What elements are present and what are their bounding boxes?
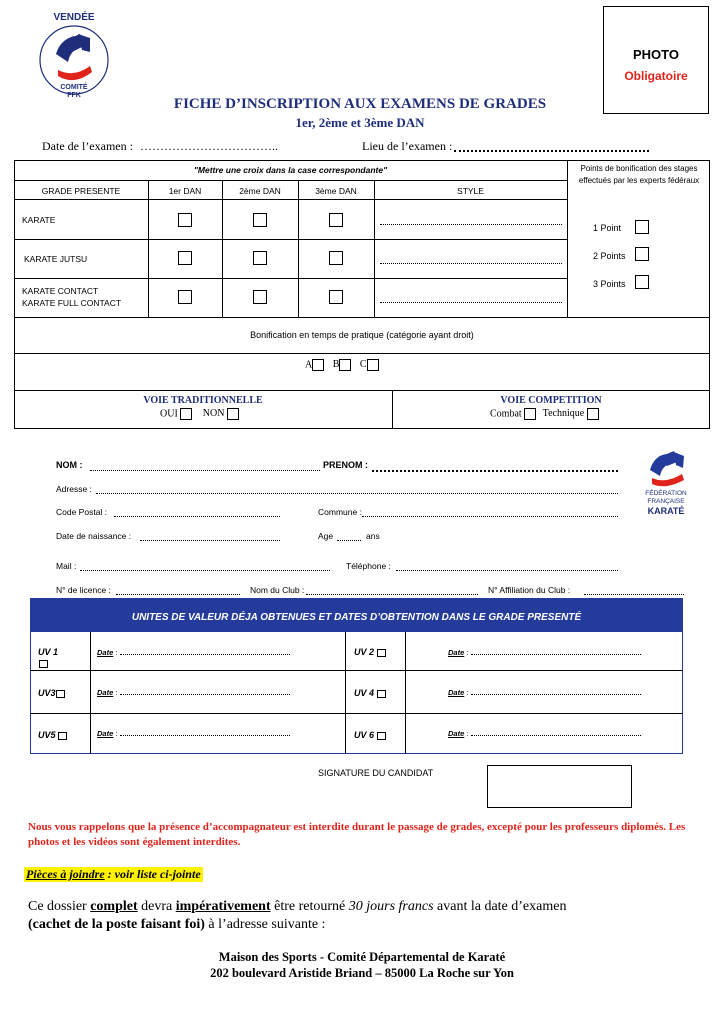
c-checkbox[interactable] [367,359,379,371]
uv6-label: UV 6 [354,730,386,740]
commune-field[interactable] [362,512,618,517]
points-label-1: 1 Point [593,223,622,233]
adresse-field[interactable] [96,489,618,494]
row-label: KARATE [22,215,56,225]
karate-1dan-checkbox[interactable] [178,213,192,227]
uv1-checkbox[interactable] [39,660,48,668]
uv-header: UNITES DE VALEUR DÉJA OBTENUES ET DATES D’OBTENTION DANS LE GRADE PRESENTÉ [30,598,683,632]
karate-2dan-checkbox[interactable] [253,213,267,227]
address-line-2: 202 boulevard Aristide Briand – 85000 La Roche sur Yon [210,966,514,980]
technique-checkbox[interactable] [587,408,599,420]
pieces-rest: : voir liste ci-jointe [104,867,201,881]
b-checkbox[interactable] [339,359,351,371]
photo-title: PHOTO [633,47,679,62]
naissance-label: Date de naissance : [56,531,132,541]
mail-field[interactable] [80,566,330,571]
point-2-checkbox[interactable] [635,247,649,261]
prenom-field[interactable] [372,466,618,472]
dossier-text: Ce dossier complet devra impérativement être retourné 30 jours francs avant la date d’examen (cachet de la poste faisant foi) à l’adresse suivante : [28,899,567,932]
non-label: NON [202,408,225,420]
uv2-date-field[interactable] [471,651,641,655]
combat-checkbox[interactable] [524,408,536,420]
col-grade-header: GRADE PRESENTE [41,186,121,196]
uv4-date: Date : [448,688,641,697]
comite-logo [34,12,114,104]
date-examen-field[interactable]: …………………………….. [140,139,278,153]
col-1-header: 1er DAN [168,186,202,196]
nom-label: NOM : [56,460,83,470]
jutsu-1dan-checkbox[interactable] [178,251,192,265]
row-label-2: KARATE FULL CONTACT [22,298,122,308]
pieces-label: Pièces à joindre [26,867,105,881]
uv6-date-field[interactable] [471,732,641,736]
uv6-checkbox[interactable] [377,732,386,740]
contact-2dan-checkbox[interactable] [253,290,267,304]
ffk-karate-icon [640,448,700,488]
uv3-date-field[interactable] [120,691,290,695]
logo-top-text: VENDÉE [53,12,95,23]
row-label: KARATE CONTACT [22,286,99,296]
signature-label: SIGNATURE DU CANDIDAT [318,768,434,778]
ffk-logo [636,448,696,524]
jutsu-2dan-checkbox[interactable] [253,251,267,265]
lieu-examen-field[interactable] [454,140,649,152]
uv5-date-field[interactable] [120,732,290,736]
uv4-label: UV 4 [354,688,386,698]
uv5-label: UV5 [38,730,67,740]
uv4-checkbox[interactable] [377,690,386,698]
col-3-header: 3ème DAN [315,186,357,196]
uv3-label: UV3 [38,688,65,698]
combat-label: Combat [490,408,522,420]
contact-3dan-checkbox[interactable] [329,290,343,304]
grade-table [14,160,710,429]
voie-trad-options [160,408,239,420]
voie-comp-label: VOIE COMPETITION [500,395,602,406]
logo-bottom-text-1: COMITÉ [60,84,88,91]
affiliation-label: N° Affiliation du Club : [488,585,571,595]
age-label: Age [318,531,334,541]
address-line-1: Maison des Sports - Comité Départemental de Karaté [218,950,506,964]
photo-box [603,6,709,114]
abc-row [305,359,379,371]
club-field[interactable] [306,590,478,595]
karate-style-field[interactable] [380,218,562,225]
licence-field[interactable] [116,590,240,595]
affiliation-field[interactable] [584,590,684,595]
points-label-3: 3 Points [593,279,626,289]
uv4-date-field[interactable] [471,691,641,695]
row-label: KARATE JUTSU [24,254,88,264]
page-title: FICHE D’INSCRIPTION AUX EXAMENS DE GRADES [173,96,547,112]
date-examen-label: Date de l’examen : [42,139,133,153]
voie-comp-options [490,408,599,420]
label-a: A [305,359,313,371]
uv5-date: Date : [97,729,290,738]
naissance-field[interactable] [140,536,280,541]
non-checkbox[interactable] [227,408,239,420]
uv2-label: UV 2 [354,647,386,657]
jutsu-style-field[interactable] [380,257,562,264]
page-subtitle: 1er, 2ème et 3ème DAN [295,115,425,130]
club-label: Nom du Club : [250,585,305,595]
bonif-temps-label: Bonification en temps de pratique (catégorie ayant droit) [250,330,474,340]
uv1-label: UV 1 [38,647,59,657]
lieu-examen-label: Lieu de l’examen : [362,139,453,153]
uv1-date: Date : [97,648,290,657]
points-label-2: 2 Points [593,251,626,261]
oui-checkbox[interactable] [180,408,192,420]
nom-field[interactable] [90,466,320,471]
uv1-date-field[interactable] [120,651,290,655]
contact-1dan-checkbox[interactable] [178,290,192,304]
label-c: C [359,359,367,371]
technique-label: Technique [542,408,585,420]
age-field[interactable] [337,536,361,541]
contact-style-field[interactable] [380,296,562,303]
ffk-line-1: FÉDÉRATION [645,490,687,497]
bonus-header: Points de bonification des stages effectués par les experts fédéraux [578,164,700,185]
signature-box[interactable] [487,765,632,808]
commune-label: Commune : [318,507,362,517]
ffk-line-2: FRANÇAISE [647,498,685,505]
uv2-checkbox[interactable] [377,649,386,657]
karate-3dan-checkbox[interactable] [329,213,343,227]
warning-text: Nous vous rappelons que la présence d’accompagnateur est interdite durant le passage de grades, excepté pour les professeurs diplomés. Les photos et les vidéos sont également interdites. [28,821,686,848]
point-3-checkbox[interactable] [635,275,649,289]
col-style-header: STYLE [457,186,484,196]
col-2-header: 2ème DAN [239,186,281,196]
uv5-checkbox[interactable] [58,732,67,740]
mail-label: Mail : [56,561,77,571]
telephone-label: Téléphone : [346,561,391,571]
ffk-line-3: KARATÉ [647,506,685,516]
oui-label: OUI [160,408,178,420]
uv6-date: Date : [448,729,641,738]
uv3-checkbox[interactable] [56,690,65,698]
photo-subtitle: Obligatoire [624,69,688,83]
uv3-date: Date : [97,688,290,697]
pieces-line [24,867,203,882]
point-1-checkbox[interactable] [635,220,649,234]
label-b: B [332,359,340,371]
uv2-date: Date : [448,648,641,657]
jutsu-3dan-checkbox[interactable] [329,251,343,265]
licence-label: N° de licence : [56,585,111,595]
instruction-text: "Mettre une croix dans la case correspondante" [193,165,388,175]
telephone-field[interactable] [396,566,618,571]
prenom-label: PRENOM : [323,460,368,470]
a-checkbox[interactable] [312,359,324,371]
logo-bottom-text-2: FFK [67,92,81,99]
ans-label: ans [366,531,380,541]
code-postal-label: Code Postal : [56,507,108,517]
voie-trad-label: VOIE TRADITIONNELLE [143,395,263,406]
adresse-label: Adresse : [56,484,92,494]
code-postal-field[interactable] [114,512,280,517]
